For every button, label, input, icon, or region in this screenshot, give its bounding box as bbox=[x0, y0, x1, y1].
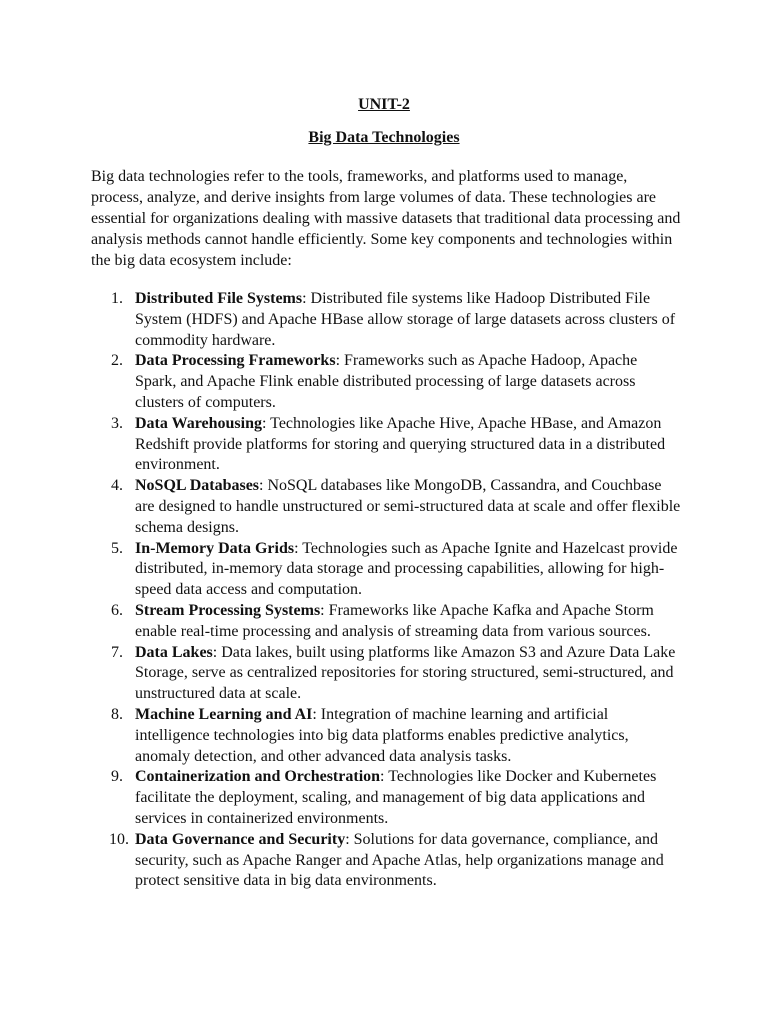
item-term: Distributed File Systems bbox=[135, 290, 303, 307]
item-term: Data Lakes bbox=[135, 643, 213, 661]
item-number: 6. bbox=[111, 601, 123, 619]
item-description: : Technologies such as Apache Ignite and Hazelcast provide distributed, in-memory data storage and processing capabilities, allowing for high-speed data access and computation. bbox=[135, 539, 678, 599]
item-number: 9. bbox=[111, 768, 123, 786]
item-description: : Data lakes, built using platforms like Amazon S3 and Azure Data Lake Storage, serve as centralized repositories for storing structured, semi-structured, and unstructured data at scale. bbox=[135, 643, 676, 703]
list-item bbox=[91, 539, 681, 601]
item-description: : Technologies like Apache Hive, Apache HBase, and Amazon Redshift provide platforms for storing and querying structured data in a distributed environment. bbox=[135, 414, 666, 474]
list-item bbox=[91, 476, 681, 538]
intro-paragraph: Big data technologies refer to the tools, frameworks, and platforms used to manage, process, analyze, and derive insights from large volumes of data. These technologies are essential for organizations dealing with massive datasets that traditional data processing and analysis methods cannot handle efficiently. Some key components and technologies within the big data ecosystem include: bbox=[91, 168, 681, 269]
item-term: Data Processing Frameworks bbox=[135, 352, 336, 370]
list-item bbox=[91, 767, 681, 829]
item-number: 5. bbox=[111, 539, 123, 557]
item-term: NoSQL Databases bbox=[135, 477, 260, 495]
item-term: In-Memory Data Grids bbox=[135, 539, 295, 557]
item-term: Machine Learning and AI bbox=[135, 705, 313, 723]
item-description: : NoSQL databases like MongoDB, Cassandra, and Couchbase are designed to handle unstructured or semi-structured data at scale and offer flexible schema designs. bbox=[135, 477, 681, 536]
list-item bbox=[91, 414, 681, 476]
list-item bbox=[91, 830, 681, 892]
item-number: 2. bbox=[111, 352, 123, 370]
item-description: : Frameworks such as Apache Hadoop, Apache Spark, and Apache Flink enable distributed processing of large datasets across clusters of computers. bbox=[135, 352, 638, 411]
item-number: 1. bbox=[111, 290, 123, 307]
list-item bbox=[91, 289, 681, 351]
list-item bbox=[91, 601, 681, 643]
unit-heading: UNIT-2 bbox=[358, 96, 410, 113]
item-number: 3. bbox=[111, 414, 123, 432]
document-title: Big Data Technologies bbox=[308, 129, 460, 146]
item-term: Stream Processing Systems bbox=[135, 601, 321, 619]
item-description: : Technologies like Docker and Kubernetes facilitate the deployment, scaling, and management of big data applications and services in containerized environments. bbox=[135, 768, 657, 827]
item-term: Data Governance and Security bbox=[135, 830, 346, 848]
item-description: : Distributed file systems like Hadoop Distributed File System (HDFS) and Apache HBase allow storage of large datasets across clusters of commodity hardware. bbox=[135, 290, 676, 349]
item-number: 8. bbox=[111, 705, 123, 723]
item-number: 10. bbox=[109, 830, 129, 848]
list-item bbox=[91, 643, 681, 705]
item-description: : Frameworks like Apache Kafka and Apache Storm enable real-time processing and analysis of streaming data from various sources. bbox=[135, 601, 654, 640]
item-term: Containerization and Orchestration bbox=[135, 768, 381, 786]
list-item bbox=[91, 351, 681, 413]
technology-list bbox=[91, 289, 681, 892]
item-term: Data Warehousing bbox=[135, 414, 262, 432]
item-number: 7. bbox=[111, 643, 123, 661]
item-description: : Integration of machine learning and artificial intelligence technologies into big data platforms enables predictive analytics, anomaly detection, and other advanced data analysis tasks. bbox=[135, 705, 629, 765]
item-number: 4. bbox=[111, 477, 123, 495]
item-description: : Solutions for data governance, compliance, and security, such as Apache Ranger and Apache Atlas, help organizations manage and protect sensitive data in big data environments. bbox=[135, 830, 664, 890]
list-item bbox=[91, 705, 681, 767]
